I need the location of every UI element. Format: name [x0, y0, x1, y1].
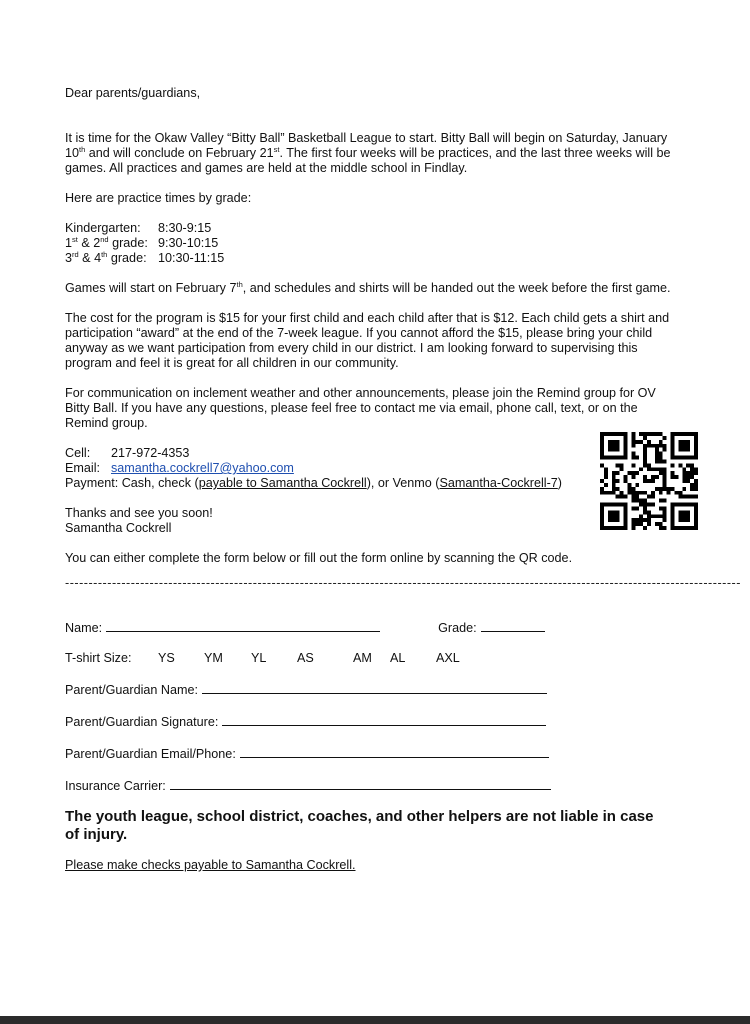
games-paragraph: Games will start on February 7th, and schedules and shirts will be handed out the week before the first game.	[65, 279, 671, 295]
grade-3-4-label: 3rd & 4th grade:	[65, 249, 147, 265]
contact-block	[65, 446, 675, 491]
insurance-row	[65, 777, 675, 794]
payment-line: Payment: Cash, check (payable to Samantha Cockrell), or Venmo (Samantha-Cockrell-7)	[65, 476, 562, 490]
grade-3-4-time: 10:30-11:15	[158, 251, 225, 265]
parent-signature-row	[65, 713, 675, 730]
insurance-field[interactable]	[170, 777, 551, 790]
size-option[interactable]: AM	[353, 651, 372, 665]
cell-line: Cell: 217-972-4353	[65, 446, 190, 460]
grade-1-2-time: 9:30-10:15	[158, 236, 219, 250]
name-grade-row	[65, 619, 675, 636]
email-link[interactable]: samantha.cockrell7@yahoo.com	[111, 461, 294, 475]
parent-contact-field[interactable]	[240, 745, 549, 758]
name-field[interactable]	[106, 619, 380, 632]
name-label: Name:	[65, 621, 103, 635]
size-option[interactable]: YS	[158, 651, 175, 665]
form-note: You can either complete the form below or fill out the form online by scanning the QR code.	[65, 551, 573, 565]
tshirt-label: T-shirt Size:	[65, 651, 132, 665]
parent-name-field[interactable]	[202, 681, 547, 694]
cost-paragraph: The cost for the program is $15 for your first child and each child after that is $12. Each child gets a shirt and participation “award” at the end of the 7-week league. If you cannot afford the $15, please bring your child anyway as we want participation from every child in our district. I am looking forward to supervising this program and feel it is great for all children in our community.	[65, 311, 670, 370]
letter-page	[65, 86, 741, 873]
kindergarten-time: 8:30-9:15	[158, 221, 212, 235]
parent-name-label: Parent/Guardian Name:	[65, 683, 199, 697]
parent-signature-label: Parent/Guardian Signature:	[65, 715, 219, 729]
size-option[interactable]: YM	[204, 651, 223, 665]
closing: Thanks and see you soon!	[65, 506, 213, 520]
grade-field[interactable]	[481, 619, 545, 632]
qr-code-icon[interactable]	[600, 432, 698, 530]
cell-number: 217-972-4353	[111, 446, 190, 460]
cut-divider: ------------------------------------------------------------------------------------------------------------------------------------------------	[65, 576, 741, 590]
liability-disclaimer: The youth league, school district, coaches, and other helpers are not liable in case of injury.	[65, 808, 654, 843]
size-option[interactable]: YL	[251, 651, 267, 665]
parent-contact-label: Parent/Guardian Email/Phone:	[65, 747, 236, 761]
size-option[interactable]: AS	[297, 651, 314, 665]
parent-name-row	[65, 681, 675, 698]
parent-contact-row	[65, 745, 675, 762]
practice-times	[65, 221, 675, 266]
email-line: Email: samantha.cockrell7@yahoo.com	[65, 461, 294, 475]
communication-paragraph: For communication on inclement weather and other announcements, please join the Remind group for OV Bitty Ball. If you have any questions, please feel free to contact me via email, phone call, text, or on the Remind group.	[65, 386, 656, 430]
kindergarten-label: Kindergarten:	[65, 221, 141, 235]
greeting: Dear parents/guardians,	[65, 86, 201, 100]
checks-note: Please make checks payable to Samantha Cockrell.	[65, 858, 356, 872]
practice-heading: Here are practice times by grade:	[65, 191, 252, 205]
insurance-label: Insurance Carrier:	[65, 779, 166, 793]
grade-1-2-label: 1st & 2nd grade:	[65, 234, 148, 250]
signature: Samantha Cockrell	[65, 521, 172, 535]
bottom-bar	[0, 1016, 750, 1024]
grade-label: Grade:	[438, 621, 477, 635]
tshirt-row	[65, 651, 675, 666]
parent-signature-field[interactable]	[222, 713, 546, 726]
size-option[interactable]: AL	[390, 651, 406, 665]
size-option[interactable]: AXL	[436, 651, 460, 665]
intro-paragraph: It is time for the Okaw Valley “Bitty Ball” Basketball League to start. Bitty Ball will begin on Saturday, January 10th and will conclude on February 21st. The first four weeks will be practices, and the last three weeks will be games. All practices and games are held at the middle school in Findlay.	[65, 131, 671, 175]
